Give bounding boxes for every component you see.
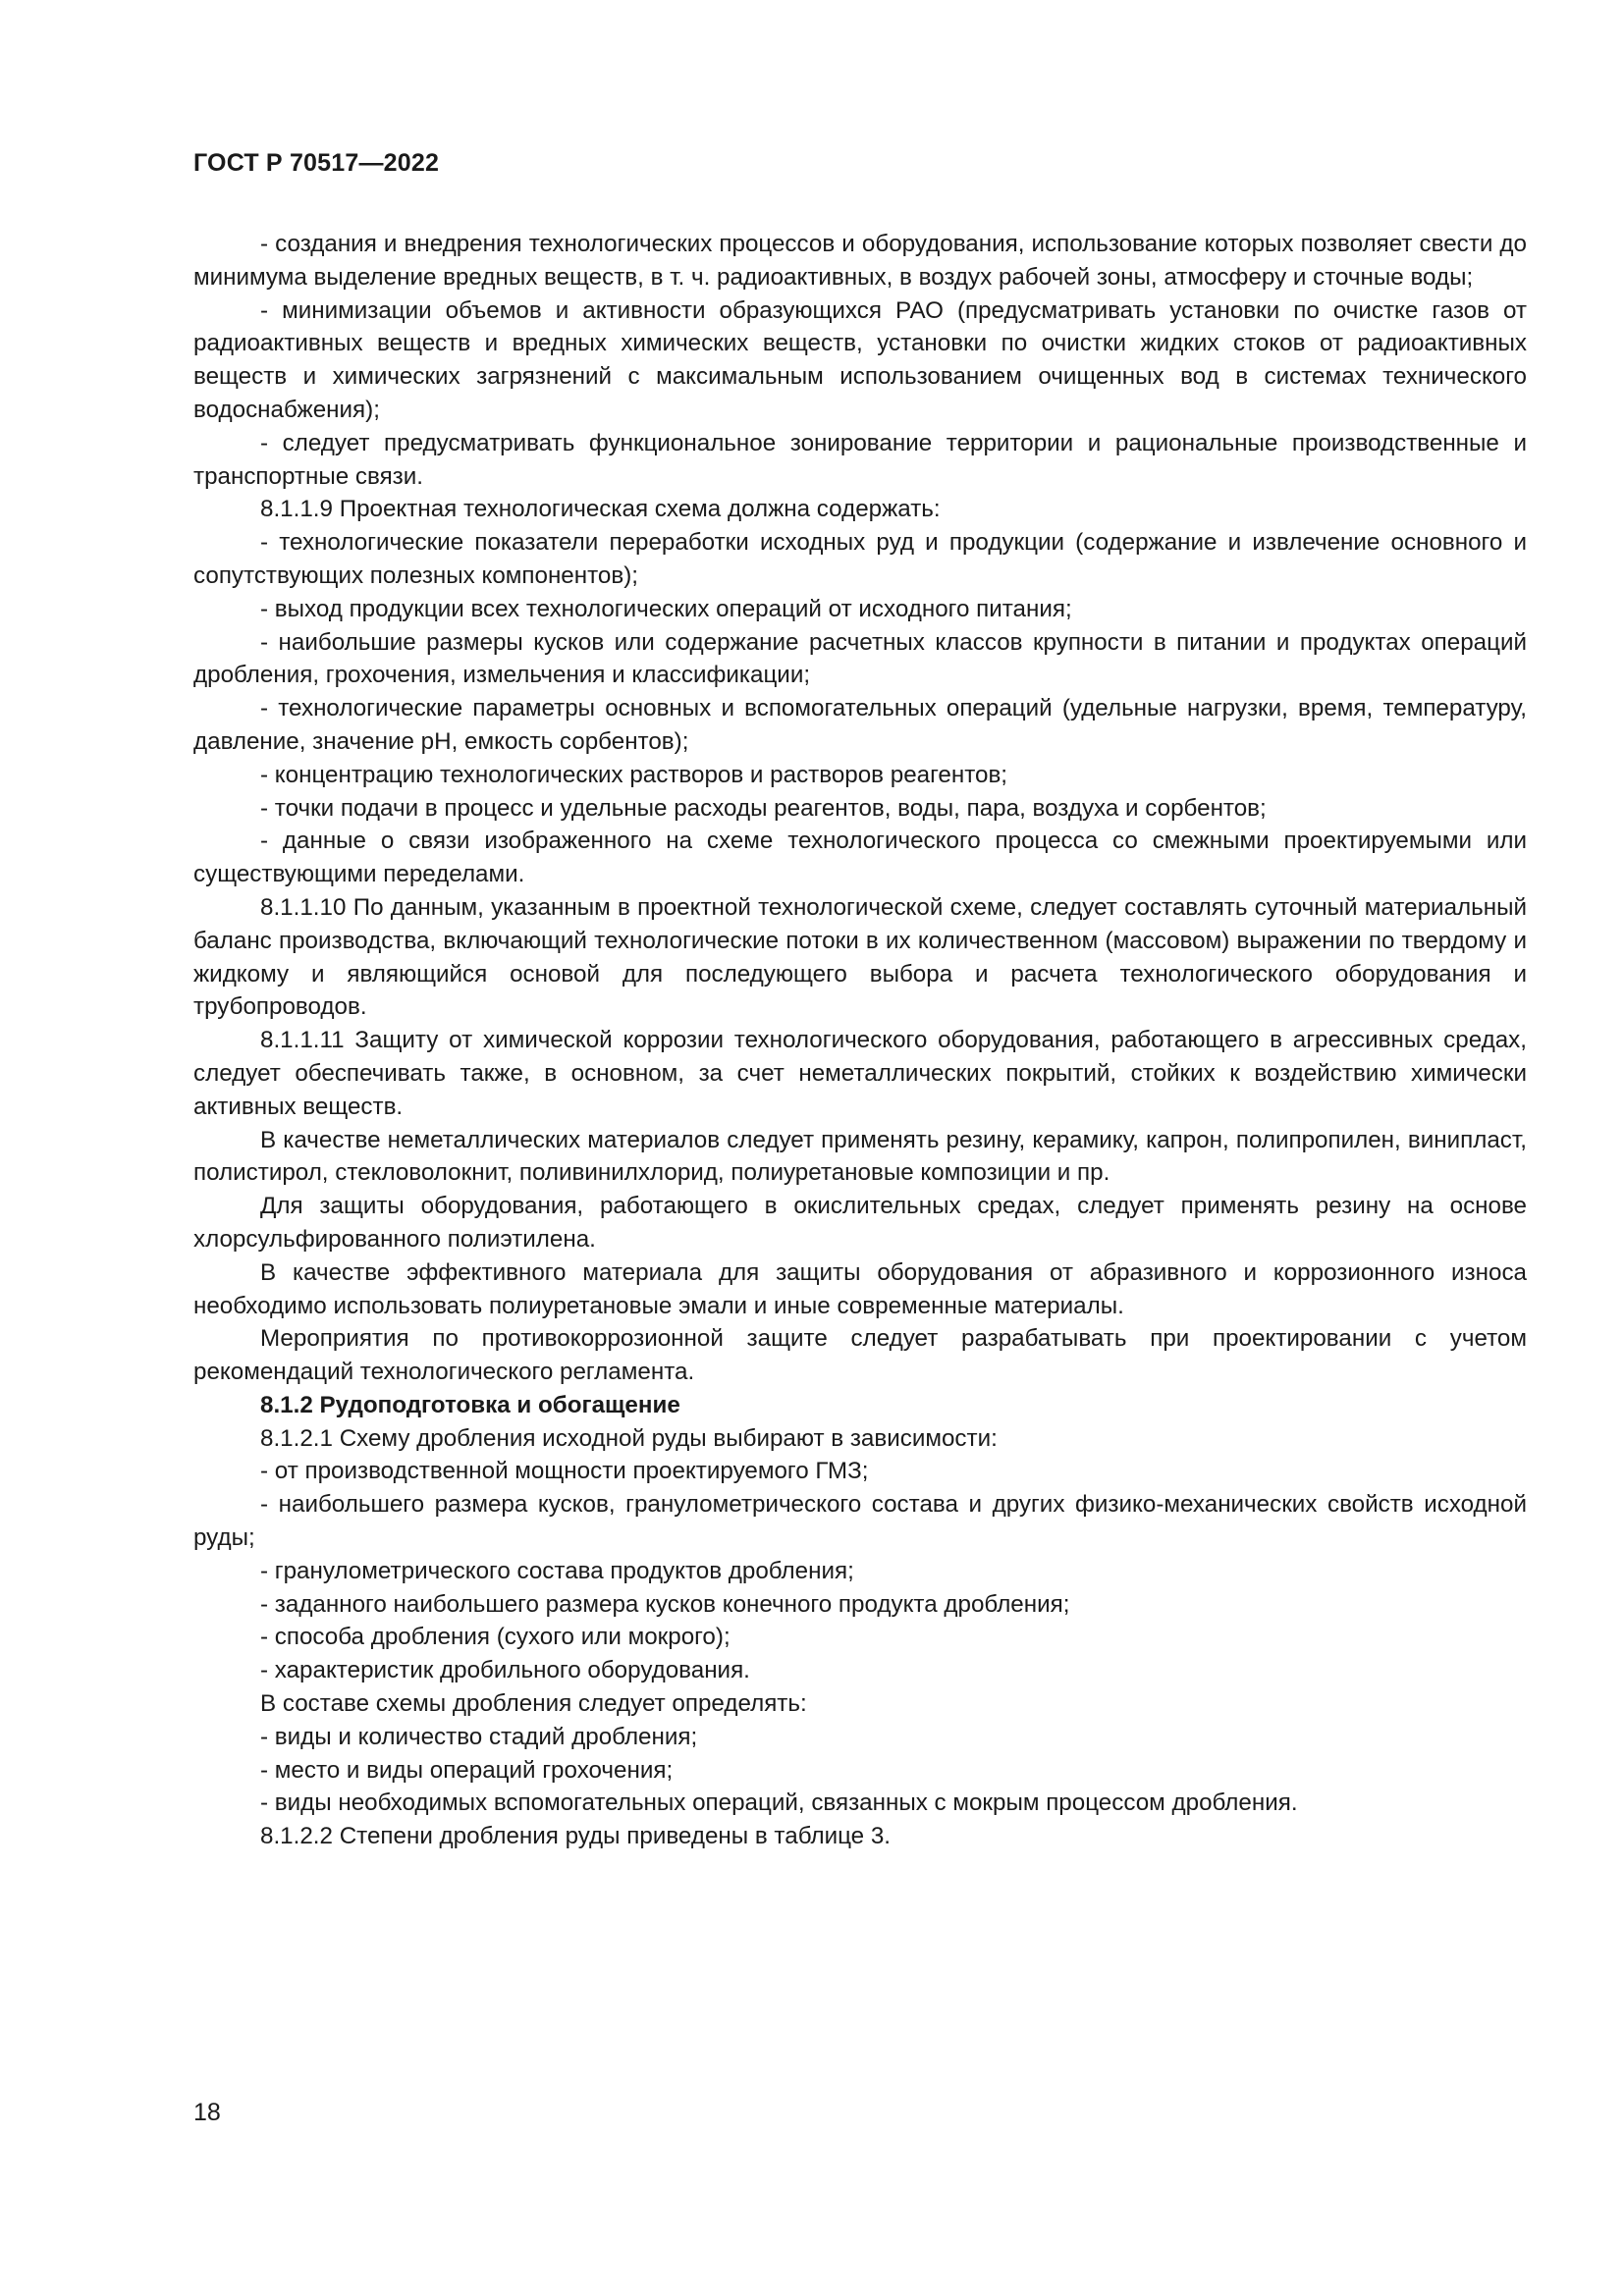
paragraph: - виды необходимых вспомогательных операций, связанных с мокрым процессом дробления. — [260, 1789, 1298, 1817]
paragraph: 8.1.1.9 Проектная технологическая схема должна содержать: — [260, 496, 941, 523]
paragraph: Для защиты оборудования, работающего в окислительных средах, следует применять резину на основе хлорсульфированного полиэтилена. — [193, 1193, 1527, 1253]
document-body — [193, 228, 1527, 1853]
paragraph: В качестве эффективного материала для защиты оборудования от абразивного и коррозионного износа необходимо использовать полиуретановые эмали и иные современные материалы. — [193, 1258, 1527, 1319]
paragraph: - технологические параметры основных и вспомогательных операций (удельные нагрузки, время, температуру, давление, значение pH, емкость сорбентов); — [193, 695, 1527, 755]
paragraph: - концентрацию технологических растворов и растворов реагентов; — [260, 761, 1008, 788]
paragraph: - виды и количество стадий дробления; — [260, 1723, 698, 1750]
paragraph: 8.1.1.10 По данным, указанным в проектной технологической схеме, следует составлять суточный материальный баланс производства, включающий технологические потоки в их количественном (массовом) выражении по твердому и жидкому и являющийся основой для последующего выбора и расчета технологического оборудования и трубопроводов. — [193, 893, 1527, 1021]
paragraph: - гранулометрического состава продуктов дробления; — [260, 1557, 854, 1584]
paragraph: - следует предусматривать функциональное зонирование территории и рациональные производственные и транспортные связи. — [193, 429, 1527, 490]
paragraph: - способа дробления (сухого или мокрого); — [260, 1624, 731, 1651]
document-header: ГОСТ Р 70517—2022 — [193, 149, 440, 177]
paragraph: - минимизации объемов и активности образующихся РАО (предусматривать установки по очистке газов от радиоактивных веществ и вредных химических веществ, установки по очистки жидких стоков от радиоактивных веществ и химических загрязнений с максимальным использованием очищенных вод в системах технического водоснабжения); — [193, 296, 1527, 423]
section-heading: 8.1.2 Рудоподготовка и обогащение — [260, 1391, 680, 1418]
paragraph: В составе схемы дробления следует определять: — [260, 1690, 807, 1718]
paragraph: - выход продукции всех технологических операций от исходного питания; — [260, 595, 1072, 622]
paragraph: 8.1.1.11 Защиту от химической коррозии технологического оборудования, работающего в агрессивных средах, следует обеспечивать также, в основном, за счет неметаллических покрытий, стойких к воздействию химически активных веществ. — [193, 1027, 1527, 1120]
paragraph: В качестве неметаллических материалов следует применять резину, керамику, капрон, полипропилен, винипласт, полистирол, стекловолокнит, поливинилхлорид, полиуретановые композиции и пр. — [193, 1126, 1527, 1187]
paragraph: - наибольшие размеры кусков или содержание расчетных классов крупности в питании и продуктах операций дробления, грохочения, измельчения и классификации; — [193, 628, 1527, 689]
paragraph: Мероприятия по противокоррозионной защите следует разрабатывать при проектировании с учетом рекомендаций технологического регламента. — [193, 1325, 1527, 1386]
paragraph: - точки подачи в процесс и удельные расходы реагентов, воды, пара, воздуха и сорбентов; — [260, 794, 1267, 822]
paragraph: 8.1.2.2 Степени дробления руды приведены в таблице 3. — [260, 1823, 892, 1850]
paragraph: - от производственной мощности проектируемого ГМЗ; — [260, 1458, 869, 1485]
paragraph: - заданного наибольшего размера кусков конечного продукта дробления; — [260, 1590, 1070, 1618]
paragraph: - создания и внедрения технологических процессов и оборудования, использование которых позволяет свести до минимума выделение вредных веществ, в т. ч. радиоактивных, в воздух рабочей зоны, атмосферу и сточные воды; — [193, 231, 1527, 291]
paragraph: - технологические показатели переработки исходных руд и продукции (содержание и извлечение основного и сопутствующих полезных компонентов); — [193, 529, 1527, 589]
paragraph: 8.1.2.1 Схему дробления исходной руды выбирают в зависимости: — [260, 1424, 998, 1452]
page-number: 18 — [193, 2099, 221, 2126]
paragraph: - наибольшего размера кусков, гранулометрического состава и других физико-механических свойств исходной руды; — [193, 1491, 1527, 1552]
paragraph: - характеристик дробильного оборудования. — [260, 1657, 750, 1684]
paragraph: - данные о связи изображенного на схеме технологического процесса со смежными проектируемыми или существующими переделами. — [193, 828, 1527, 888]
paragraph: - место и виды операций грохочения; — [260, 1756, 674, 1784]
